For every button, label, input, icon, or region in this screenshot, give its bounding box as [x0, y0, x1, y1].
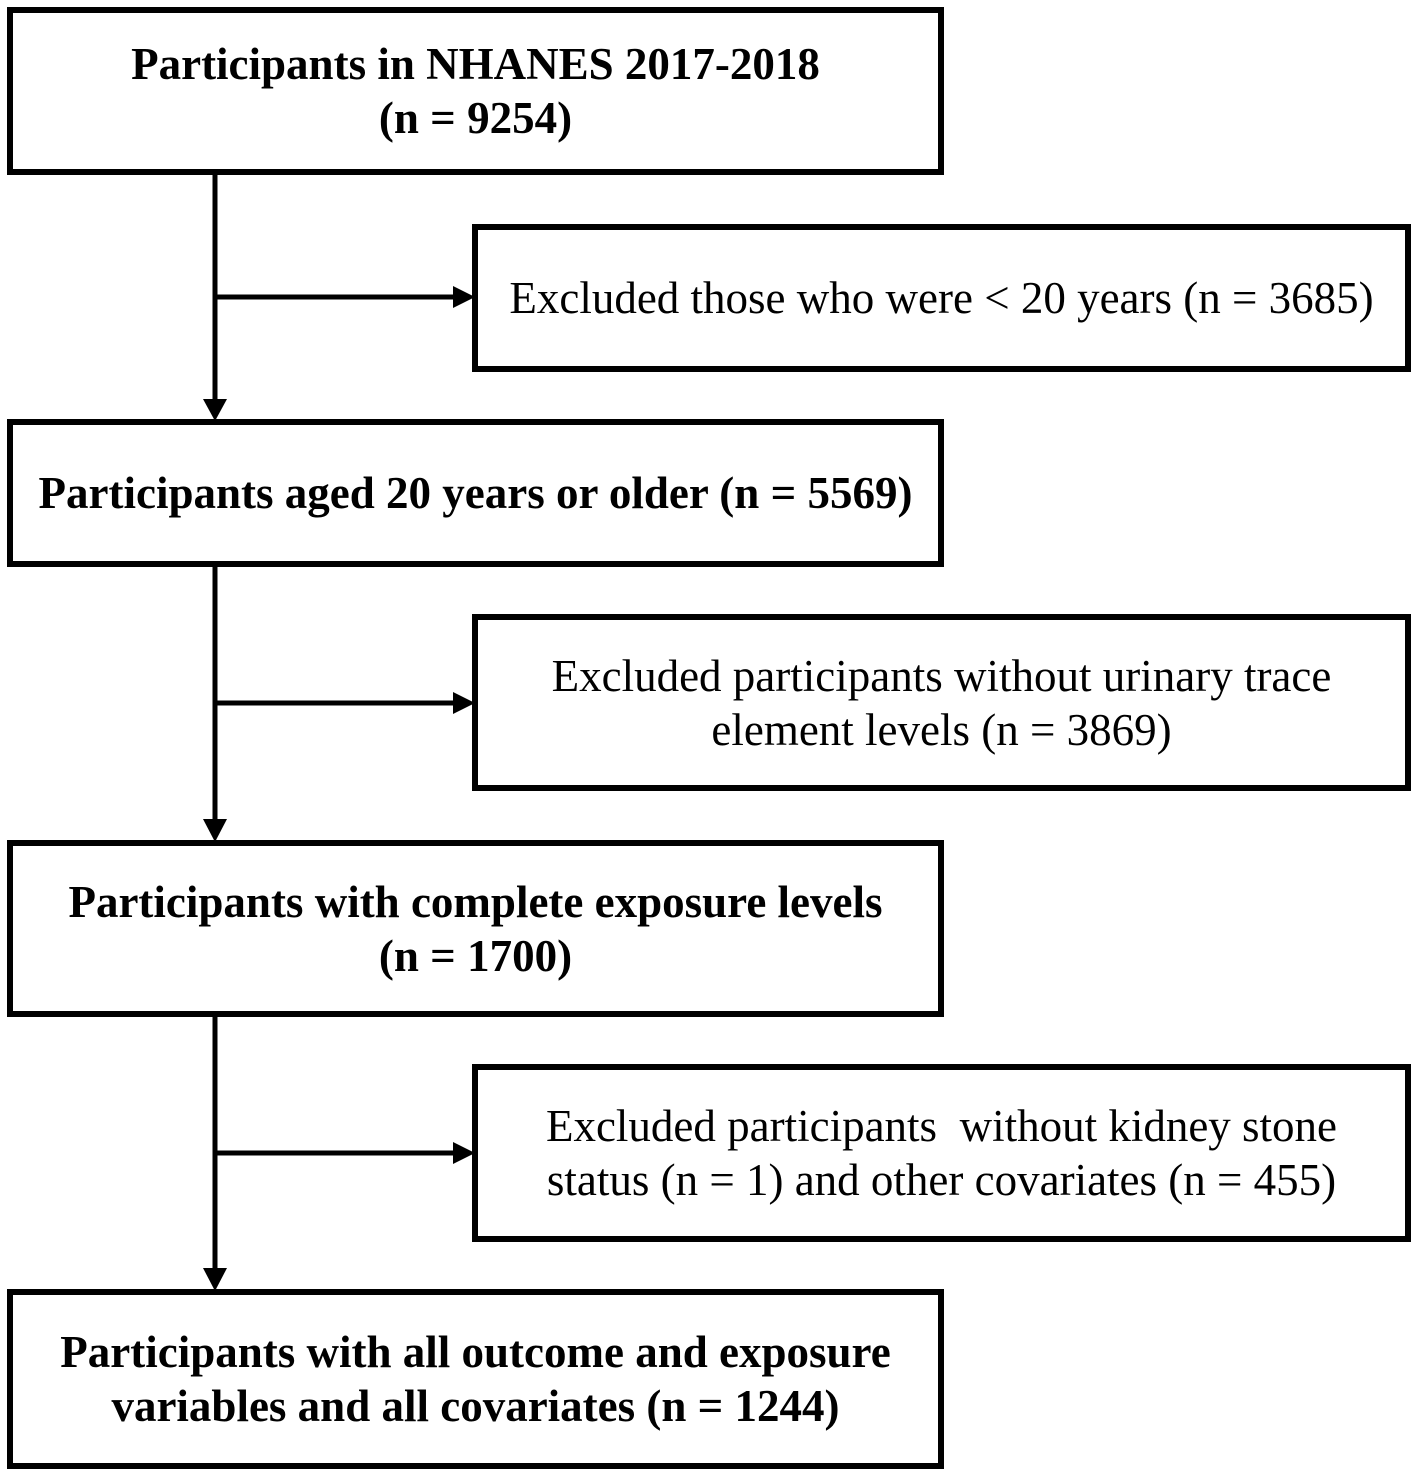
- down-arrowhead-3: [203, 1268, 227, 1291]
- exclusion-box-text-line: Excluded participants without urinary trace: [551, 650, 1332, 701]
- step-box-count: (n = 1700): [378, 930, 573, 981]
- step-box-text-line: Participants with complete exposure levels: [68, 876, 883, 927]
- step-box-text-line: Participants aged 20 years or older (n = 5569): [38, 468, 913, 518]
- exclusion-box-text-line: Excluded participants without kidney stone: [545, 1101, 1338, 1151]
- step-box-nhanes-participants: [7, 7, 944, 175]
- step-box-text-line: variables and all covariates (n = 1244): [111, 1381, 840, 1431]
- step-box-complete-exposure: [7, 840, 944, 1017]
- step-box-count: (n = 9254): [378, 93, 573, 143]
- exclusion-box-text-line: Excluded those who were < 20 years (n = 3685): [509, 273, 1374, 323]
- exclusion-box-text-line: status (n = 1) and other covariates (n = 455): [546, 1155, 1337, 1205]
- down-arrowhead-1: [203, 399, 227, 421]
- down-arrowhead-2: [203, 819, 227, 842]
- exclusion-box-age: [472, 224, 1411, 372]
- step-box-text-line: Participants in NHANES 2017-2018: [131, 39, 820, 89]
- step-box-text-line: Participants with all outcome and exposure: [60, 1327, 891, 1377]
- exclusion-box-kidney-stone-covariates: [472, 1064, 1411, 1242]
- exclusion-box-text-line: element levels (n = 3869): [711, 704, 1172, 755]
- step-box-final-sample: [7, 1289, 944, 1469]
- step-box-adult-participants: [7, 419, 944, 567]
- exclusion-box-trace-elements: [472, 614, 1411, 791]
